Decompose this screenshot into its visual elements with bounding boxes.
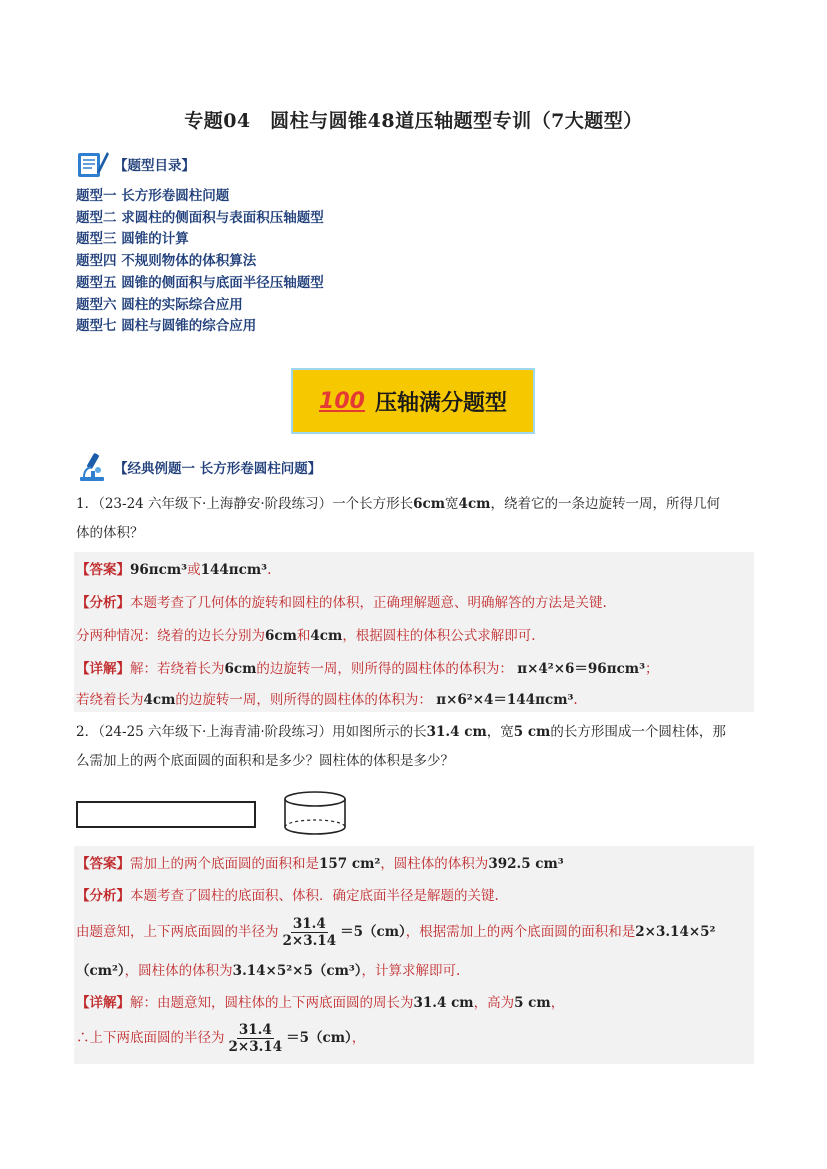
- text: 的长方形围成一个圆柱体，那: [550, 724, 726, 740]
- text: ，: [550, 995, 565, 1011]
- analysis-tag: 【分析】: [76, 888, 130, 904]
- banner-text: 压轴满分题型: [374, 390, 507, 416]
- text: 本题考查了几何体的旋转和圆柱的体积，正确理解题意、明确解答的方法是关键.: [130, 595, 607, 611]
- toc-list: [76, 186, 324, 338]
- toc-label: 【题型目录】: [114, 158, 195, 174]
- fraction: [281, 916, 339, 949]
- toc-item[interactable]: 题型三 圆锥的计算: [76, 231, 189, 248]
- fraction-numerator: 31.4: [238, 1022, 272, 1038]
- question-1-line-1: [76, 490, 752, 519]
- detail-tag: 【详解】: [76, 661, 130, 677]
- text: 的边旋转一周，则所得的圆柱体的体积为：: [256, 661, 513, 677]
- math: 6cm: [413, 496, 446, 512]
- toc-item[interactable]: 题型七 圆柱与圆锥的综合应用: [76, 318, 257, 335]
- text: ，: [351, 1030, 366, 1046]
- math: 2×3.14×5²: [635, 924, 716, 940]
- text: ，宽: [486, 724, 514, 740]
- text: 或: [187, 562, 201, 578]
- math: （cm²）: [76, 963, 125, 979]
- text: ∴上下两底面圆的半径为: [76, 1030, 225, 1046]
- math: 5 cm: [514, 995, 551, 1011]
- text: 的边旋转一周，则所得的圆柱体的体积为：: [175, 692, 432, 708]
- notebook-pen-icon: [76, 148, 110, 180]
- toc-item[interactable]: 题型一 长方形卷圆柱问题: [76, 188, 230, 204]
- math: 96πcm³: [130, 562, 188, 578]
- answer-box-1: [74, 552, 754, 712]
- text: 和: [296, 628, 311, 644]
- formula: π×4²×6＝96πcm³: [517, 661, 645, 677]
- toc-item[interactable]: 题型四 不规则物体的体积算法: [76, 253, 257, 270]
- detail-line-2: [76, 1022, 365, 1055]
- text: ，计算求解即可.: [361, 963, 461, 979]
- section-header: [76, 450, 321, 484]
- answer-tag: 【答案】: [76, 562, 130, 578]
- text: 解：由题意知，圆柱体的上下两底面圆的周长为: [130, 995, 414, 1011]
- text: ，绕着它的一条边旋转一周，所得几何: [490, 496, 720, 512]
- text: 2．（24-25 六年级下·上海青浦·阶段练习）用如图所示的长: [76, 724, 427, 740]
- text: ，根据需加上的两个底面圆的面积和是: [405, 924, 636, 940]
- analysis-tag: 【分析】: [76, 595, 130, 611]
- text: ，圆柱体的体积为: [380, 856, 489, 872]
- question-1: [76, 490, 752, 548]
- math: ＝5（cm）: [340, 924, 406, 940]
- formula: π×6²×4＝144πcm³: [436, 692, 574, 708]
- answer-tag: 【答案】: [76, 856, 130, 872]
- question-1-line-2: 体的体积？: [76, 525, 144, 541]
- text: ，根据圆柱的体积公式求解即可.: [342, 628, 536, 644]
- analysis-line-2: [76, 916, 715, 949]
- text: 宽: [445, 496, 459, 512]
- math: 4cm: [143, 692, 176, 708]
- math: 31.4 cm: [426, 724, 487, 740]
- math: 5 cm: [513, 724, 551, 740]
- fraction-denominator: 2×3.14: [282, 933, 337, 949]
- banner: [291, 368, 535, 434]
- answer-line: [76, 558, 271, 578]
- text: 若绕着长为: [76, 692, 144, 708]
- detail-line: [76, 991, 564, 1011]
- answer-box-2: [74, 846, 754, 1064]
- page-title: 专题04 圆柱与圆锥48道压轴题型专训（7大题型）: [184, 110, 643, 132]
- math: 392.5 cm³: [488, 856, 564, 872]
- math: 157 cm²: [319, 856, 381, 872]
- analysis-line-3: [76, 959, 460, 979]
- question-2-line-1: [76, 718, 752, 747]
- math: ＝5（cm）: [286, 1030, 352, 1046]
- text: ，圆柱体的体积为: [124, 963, 233, 979]
- text: 分两种情况：绕着的边长分别为: [76, 628, 265, 644]
- text: ；: [645, 661, 659, 677]
- analysis-line-2: [76, 624, 536, 644]
- math: 3.14×5²×5（cm³）: [232, 963, 362, 979]
- detail-line-2: [76, 688, 578, 708]
- text: ，高为: [473, 995, 515, 1011]
- question-2-line-2: 么需加上的两个底面圆的面积和是多少？圆柱体的体积是多少？: [76, 753, 454, 769]
- toc-header: [76, 148, 195, 180]
- math: 31.4 cm: [413, 995, 474, 1011]
- fraction: [227, 1022, 285, 1055]
- analysis-line: [76, 884, 499, 904]
- text: 解：若绕着长为: [130, 661, 225, 677]
- math: 4cm: [310, 628, 343, 644]
- fraction-numerator: 31.4: [292, 916, 326, 932]
- math: 144πcm³: [200, 562, 268, 578]
- math: 6cm: [224, 661, 257, 677]
- text: .: [573, 692, 578, 708]
- fraction-denominator: 2×3.14: [228, 1039, 283, 1055]
- math: 6cm: [265, 628, 297, 644]
- microscope-icon: [76, 450, 110, 484]
- answer-line: [76, 852, 564, 872]
- detail-line: [76, 657, 659, 677]
- text: .: [267, 562, 272, 578]
- section-label: 【经典例题一 长方形卷圆柱问题】: [114, 461, 322, 477]
- math: 4cm: [458, 496, 491, 512]
- toc-item[interactable]: 题型六 圆柱的实际综合应用: [76, 296, 243, 313]
- toc-item[interactable]: 题型二 求圆柱的侧面积与表面积压轴题型: [76, 209, 324, 226]
- toc-item[interactable]: 题型五 圆锥的侧面积与底面半径压轴题型: [76, 274, 324, 291]
- text: 1．（23-24 六年级下·上海静安·阶段练习）一个长方形长: [76, 496, 414, 512]
- rectangle-figure: [76, 801, 256, 828]
- analysis-line: [76, 591, 607, 611]
- text: 本题考查了圆柱的底面积、体积．确定底面半径是解题的关键.: [130, 888, 499, 904]
- detail-tag: 【详解】: [76, 995, 130, 1011]
- question-2: [76, 718, 752, 776]
- text: 由题意知，上下两底面圆的半径为: [76, 924, 279, 940]
- hundred-points-icon: 100: [319, 388, 365, 414]
- text: 需加上的两个底面圆的面积和是: [130, 856, 319, 872]
- cylinder-figure: [282, 790, 348, 838]
